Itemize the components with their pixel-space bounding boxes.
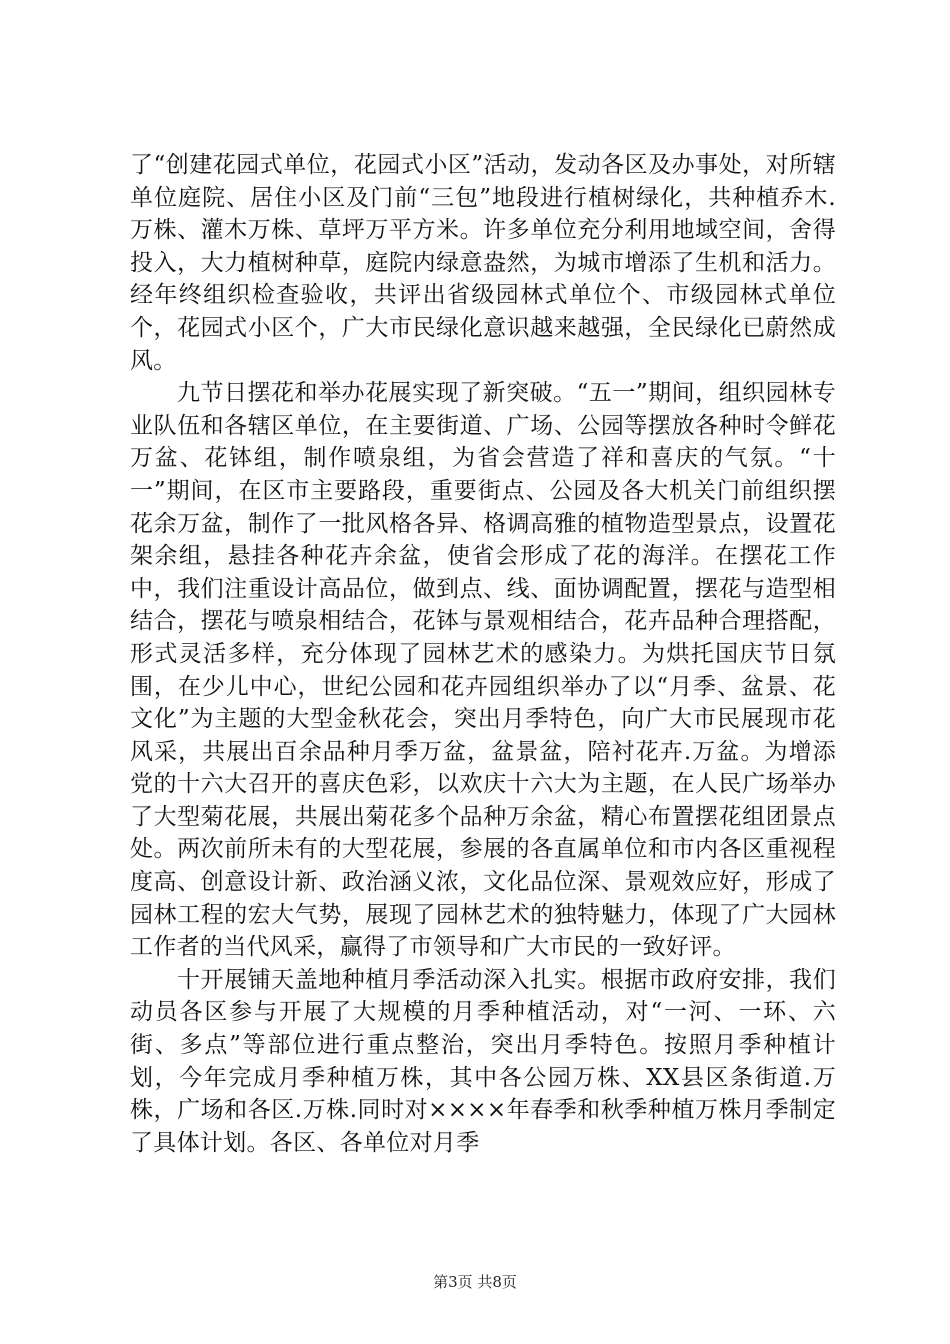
paragraph-1: 了“创建花园式单位，花园式小区”活动，发动各区及办事处，对所辖单位庭院、居住小区及门前“三包”地段进行植树绿化，共种植乔木.万株、灌木万株、草坪万平方米。许多单位充分利用地域空间，舍得投入，大力植树种草，庭院内绿意盎然，为城市增添了生机和活力。经年终组织检查验收，共评出省级园林式单位个、市级园林式单位个，花园式小区个，广大市民绿化意识越来越强，全民绿化已蔚然成风。 <box>130 152 836 374</box>
paragraph-3: 十开展铺天盖地种植月季活动深入扎实。根据市政府安排，我们动员各区参与开展了大规模的月季种植活动，对“一河、一环、六街、多点”等部位进行重点整治，突出月季特色。按照月季种植计划，今年完成月季种植万株，其中各公园万株、XX县区条街道.万株，广场和各区.万株.同时对××××年春季和秋季种植万株月季制定了具体计划。各区、各单位对月季 <box>130 966 836 1156</box>
paragraph-2: 九节日摆花和举办花展实现了新突破。“五一”期间，组织园林专业队伍和各辖区单位，在主要街道、广场、公园等摆放各种时令鲜花万盆、花钵组，制作喷泉组，为省会营造了祥和喜庆的气氛。“十一”期间，在区市主要路段，重要街点、公园及各大机关门前组织摆花余万盆，制作了一批风格各异、格调高雅的植物造型景点，设置花架余组，悬挂各种花卉余盆，使省会形成了花的海洋。在摆花工作中，我们注重设计高品位，做到点、线、面协调配置，摆花与造型相结合，摆花与喷泉相结合，花钵与景观相结合，花卉品种合理搭配，形式灵活多样，充分体现了园林艺术的感染力。为烘托国庆节日氛围，在少儿中心，世纪公园和花卉园组织举办了以“月季、盆景、花文化”为主题的大型金秋花会，突出月季特色，向广大市民展现市花风采，共展出百余品种月季万盆，盆景盆，陪衬花卉.万盆。为增添党的十六大召开的喜庆色彩，以欢庆十六大为主题，在人民广场举办了大型菊花展，共展出菊花多个品种万余盆，精心布置摆花组团景点处。两次前所未有的大型花展，参展的各直属单位和市内各区重视程度高、创意设计新、政治涵义浓，文化品位深、景观效应好，形成了园林工程的宏大气势，展现了园林艺术的独特魅力，体现了广大园林工作者的当代风采，赢得了市领导和广大市民的一致好评。 <box>130 380 836 961</box>
page-number-footer: 第3页 共8页 <box>433 1273 517 1291</box>
document-body <box>130 149 836 1159</box>
